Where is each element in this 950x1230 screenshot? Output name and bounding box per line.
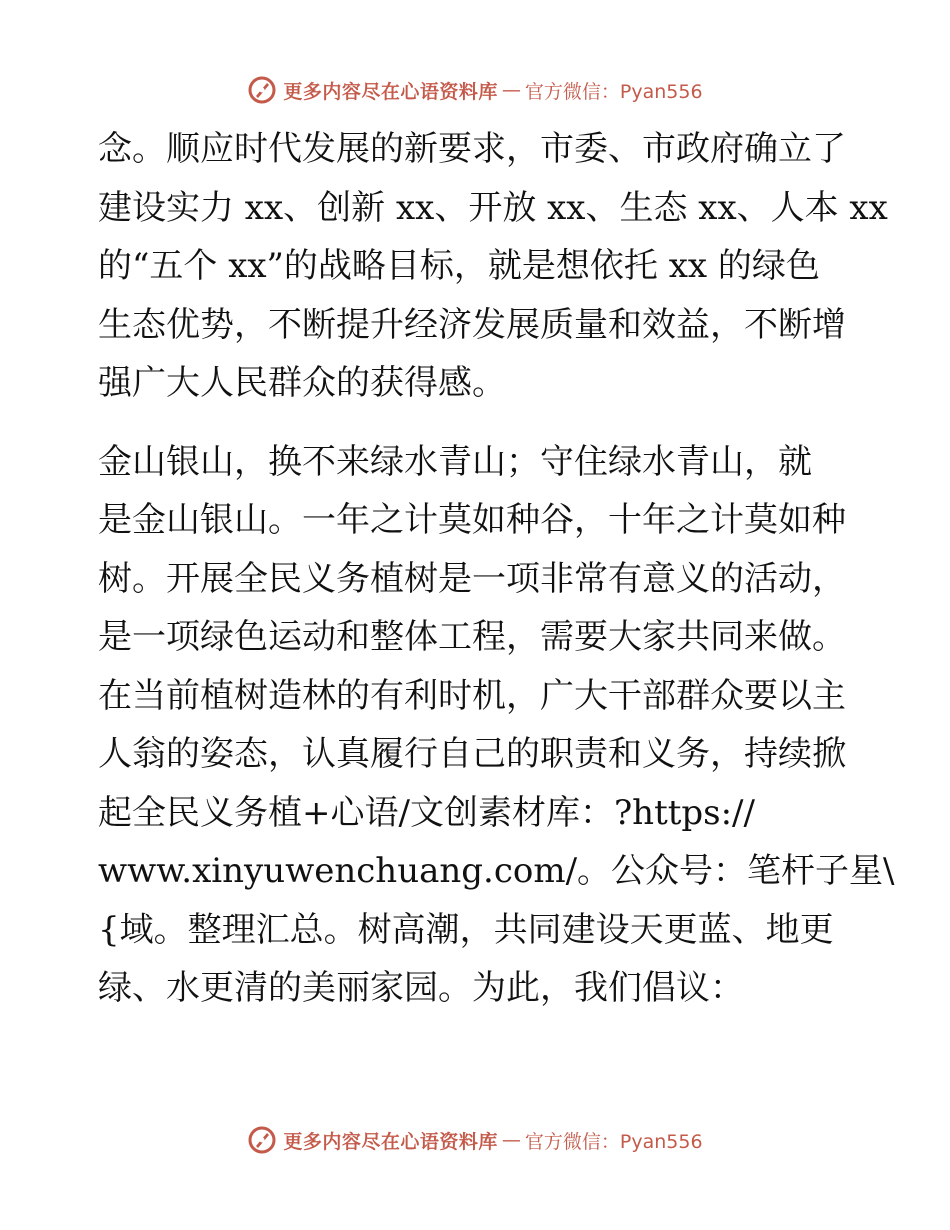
footer-banner	[0, 1120, 950, 1160]
paragraph-line: 是金山银山。一年之计莫如种谷，十年之计莫如种	[98, 500, 846, 540]
paragraph-line: 强广大人民群众的获得感。	[98, 363, 506, 403]
paragraph-line: 金山银山，换不来绿水青山；守住绿水青山，就	[98, 441, 812, 482]
paragraph-line: 树。开展全民义务植树是一项非常有意义的活动，	[98, 558, 846, 599]
header-contact-text: 官方微信：Pyan556	[524, 80, 703, 103]
quill-logo-icon	[247, 1125, 277, 1155]
paragraph-line: 生态优势，不断提升经济发展质量和效益，不断增	[98, 304, 846, 345]
paragraph-line: www.xinyuwenchuang.com/。公众号：笔杆子星\	[98, 851, 895, 891]
footer-brand-text: 更多内容尽在心语资料库	[283, 1130, 498, 1153]
document-body	[98, 120, 895, 1018]
paragraph-line: 建设实力 xx、创新 xx、开放 xx、生态 xx、人本 xx	[98, 187, 888, 228]
paragraph-line: 绿、水更清的美丽家园。为此，我们倡议：	[98, 968, 744, 1008]
paragraph-2	[98, 433, 895, 1018]
paragraph-line: 在当前植树造林的有利时机，广大干部群众要以主	[98, 675, 846, 716]
paragraph-line: {域。整理汇总。树高潮，共同建设天更蓝、地更	[98, 909, 834, 950]
paragraph-spacer	[98, 413, 858, 433]
paragraph-line: 念。顺应时代发展的新要求，市委、市政府确立了	[98, 129, 846, 169]
header-brand-text: 更多内容尽在心语资料库	[283, 80, 498, 103]
footer-dash: —	[501, 1129, 521, 1151]
paragraph-line: 人翁的姿态，认真履行自己的职责和义务，持续掀	[98, 734, 846, 774]
paragraph-1	[98, 120, 888, 413]
paragraph-line: 是一项绿色运动和整体工程，需要大家共同来做。	[98, 617, 846, 657]
paragraph-line: 起全民义务植+心语/文创素材库：?https://	[98, 792, 755, 833]
paragraph-line: 的“五个 xx”的战略目标，就是想依托 xx 的绿色	[98, 246, 820, 286]
header-banner	[0, 70, 950, 110]
footer-contact-text: 官方微信：Pyan556	[524, 1130, 703, 1153]
header-dash: —	[501, 79, 521, 101]
quill-logo-icon	[247, 75, 277, 105]
